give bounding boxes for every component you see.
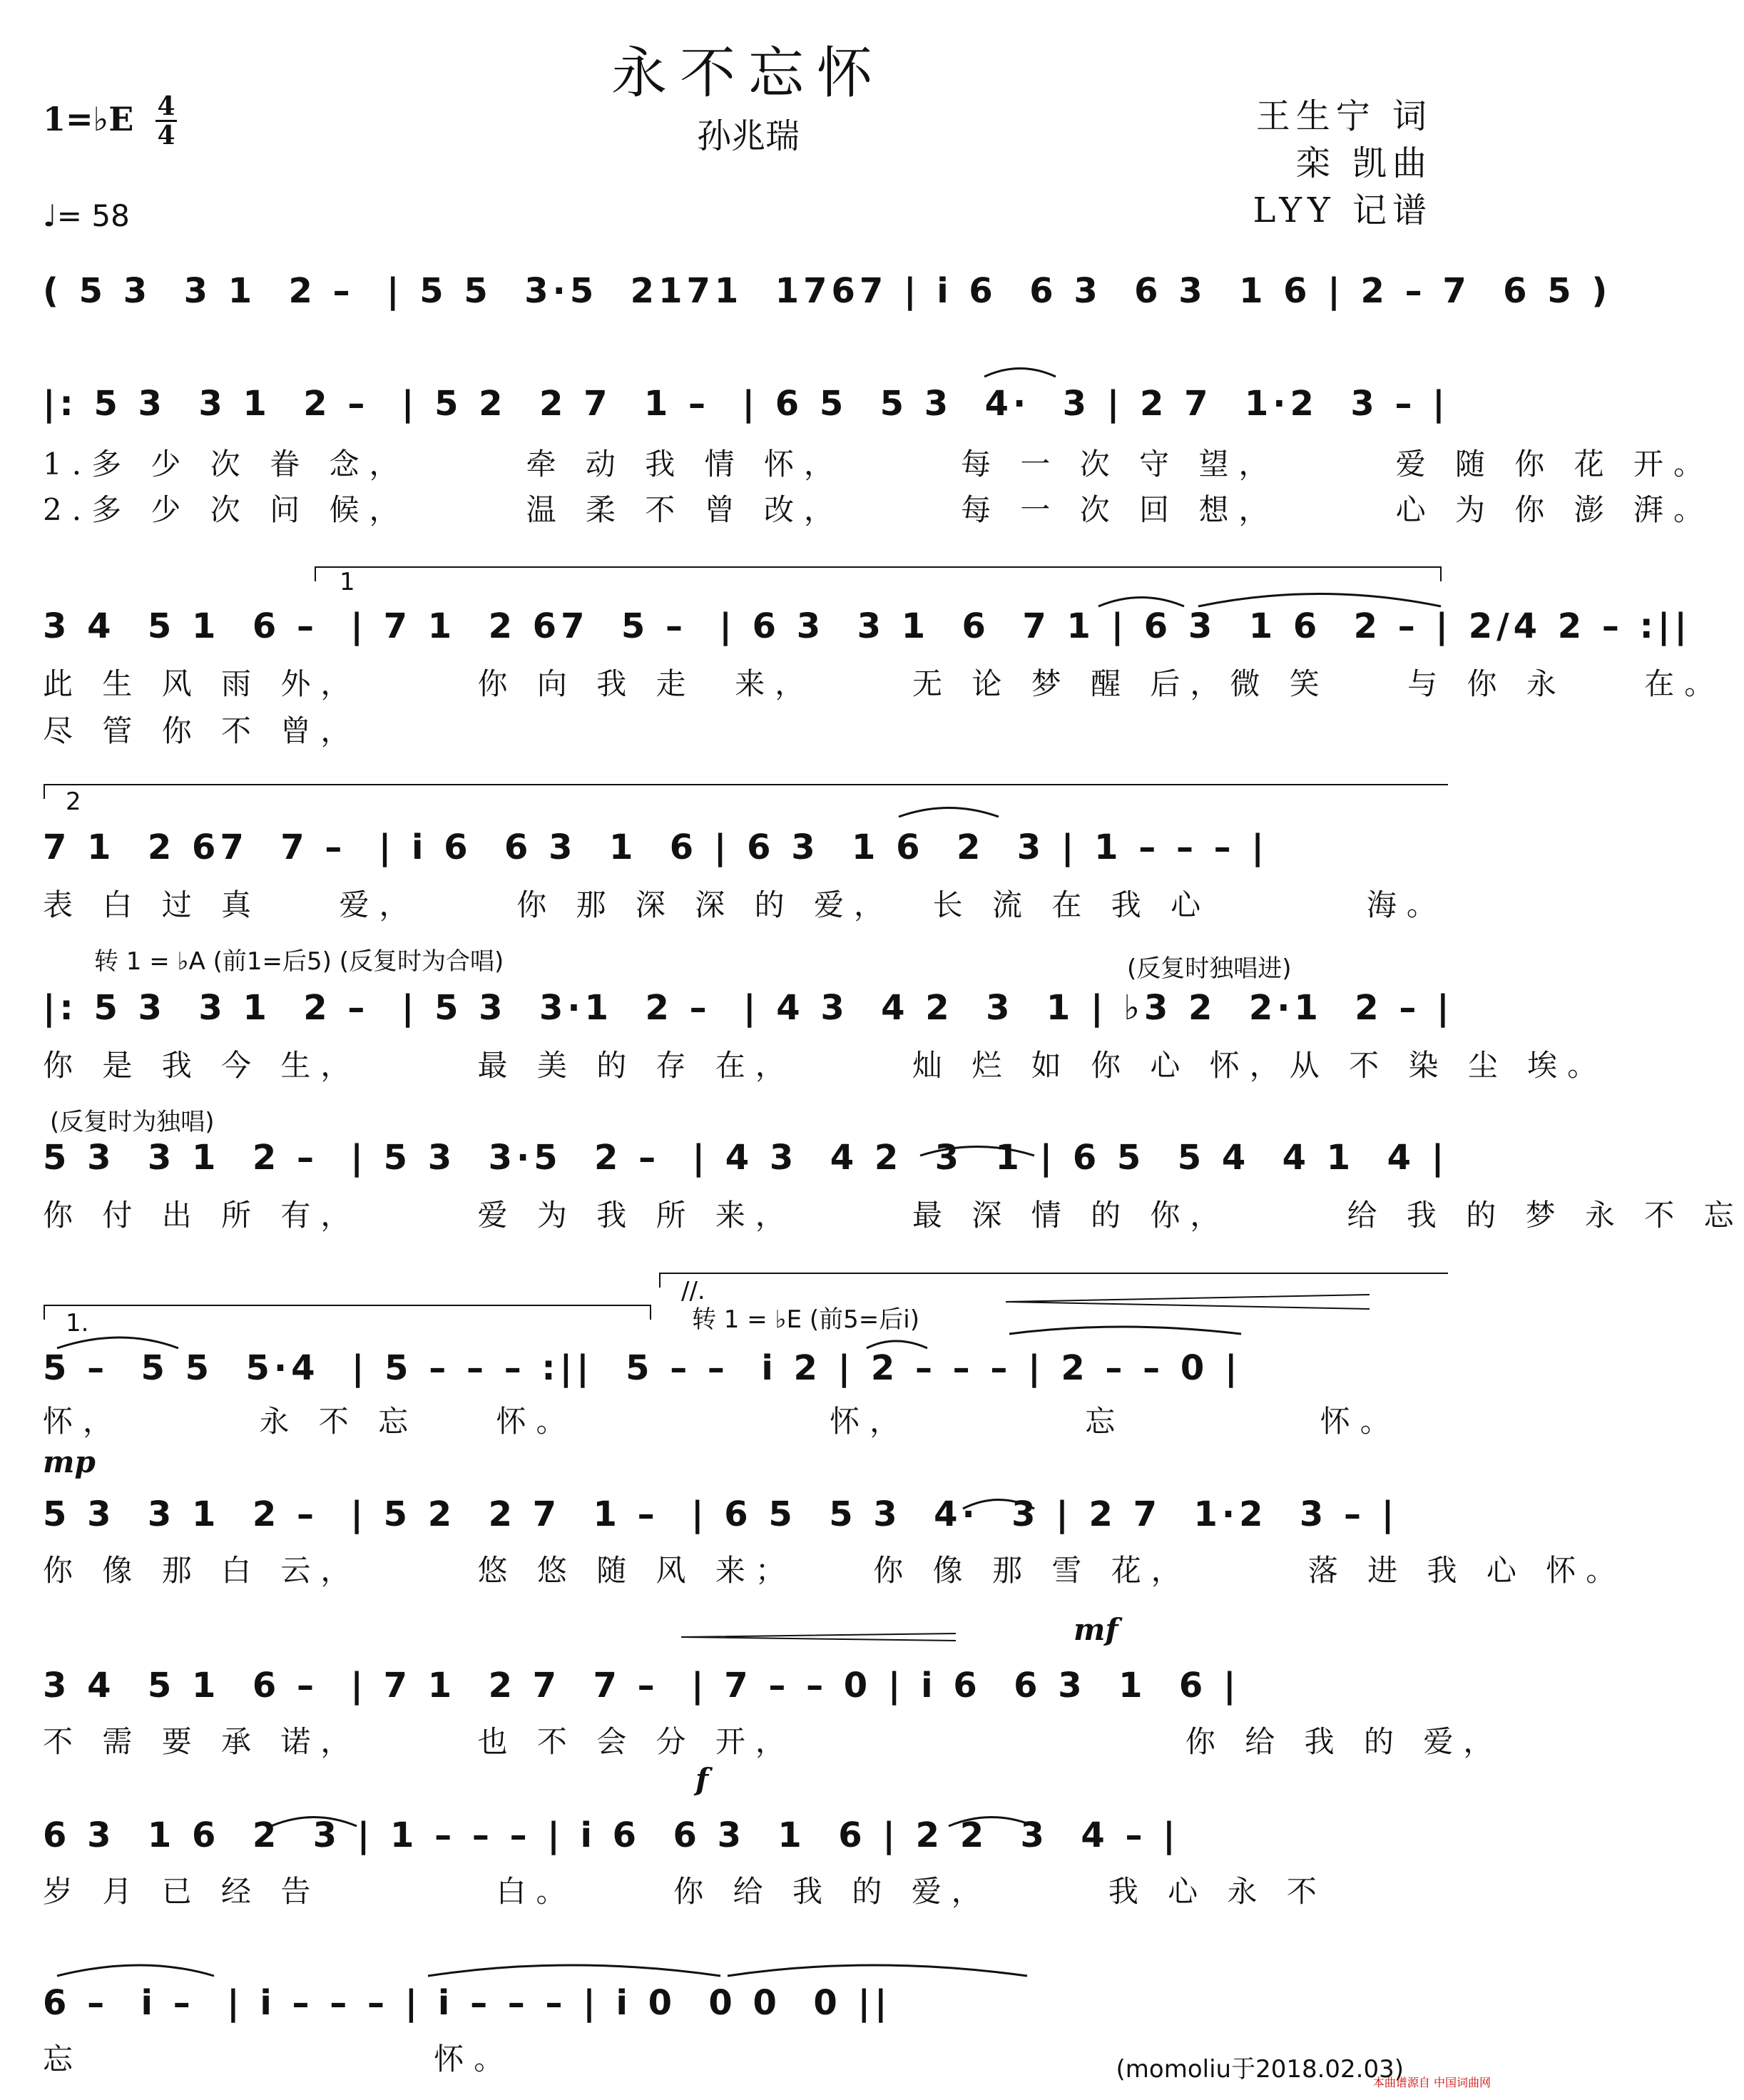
lyrics-line-10: 岁 月 已 经 告 白。 你 给 我 的 爱， 我 心 永 不 [43, 1874, 1327, 1909]
key-signature: 1=♭E [43, 100, 134, 138]
source-watermark: 本曲谱源自 中国词曲网 [1372, 2076, 1491, 2089]
lyrics-line-11: 忘 怀。 [43, 2042, 514, 2076]
dynamic-mf: mf [1074, 1612, 1118, 1647]
notes-line-10: 6 3 1 6 2 3 | 1 – – – | i 6 6 3 1 6 | 2 2 3 4 – | [43, 1815, 1180, 1855]
dynamic-mp: mp [43, 1444, 96, 1479]
lyrics-line-3a: 此 生 风 雨 外， 你 向 我 走 来， 无 论 梦 醒 后，微 笑 与 你 永 在。 [43, 666, 1725, 701]
lyrics-line-3b: 尽 管 你 不 曾， [43, 713, 361, 748]
solo-in-note: (反复时独唱进) [1127, 954, 1292, 983]
lyrics-line-7: 怀， 永 不 忘 怀。 怀， 忘 怀。 [43, 1404, 1400, 1439]
notes-line-9: 3 4 5 1 6 – | 7 1 2 7 7 – | 7 – – 0 | i 6 6 3 1 6 | [43, 1666, 1240, 1706]
time-signature-bottom: 4 [157, 121, 175, 151]
singer-name: 孙兆瑞 [696, 116, 800, 156]
volta-4: //. [681, 1277, 705, 1305]
time-signature-top: 4 [157, 91, 175, 121]
notes-line-6: 5 3 3 1 2 – | 5 3 3·5 2 – | 4 3 4 2 3 1 | 6 5 5 4 4 1 4 | [43, 1138, 1449, 1178]
composer: 栾 凯曲 [1295, 143, 1432, 183]
notes-line-7: 5 – 5 5 5·4 | 5 – – – :|| 5 – – i 2 | 2 – – – | 2 – – 0 | [43, 1348, 1242, 1388]
notes-line-8: 5 3 3 1 2 – | 5 2 2 7 1 – | 6 5 5 3 4· 3 | 2 7 1·2 3 – | [43, 1494, 1399, 1534]
dynamic-f: f [695, 1762, 709, 1797]
notes-line-5: |: 5 3 3 1 2 – | 5 3 3·1 2 – | 4 3 4 2 3 1 | ♭3 2 2·1 2 – | [43, 988, 1454, 1028]
notes-line-11: 6 – i – | i – – – | i – – – | i 0 0 0 0 || [43, 1983, 892, 2023]
modulation-2: 转 1 = ♭E (前5=后i) [692, 1305, 919, 1334]
notes-line-2: |: 5 3 3 1 2 – | 5 2 2 7 1 – | 6 5 5 3 4· 3 | 2 7 1·2 3 – | [43, 384, 1449, 424]
lyrics-line-8: 你 像 那 白 云， 悠 悠 随 风 来； 你 像 那 雪 花， 落 进 我 心 怀。 [43, 1553, 1626, 1588]
notes-line-3: 3 4 5 1 6 – | 7 1 2 67 5 – | 6 3 3 1 6 7 1 | 6 3 1 6 2 – | 2/4 2 – :|| [43, 606, 1691, 646]
lyrics-line-6: 你 付 出 所 有， 爱 为 我 所 来， 最 深 情 的 你， 给 我 的 梦 永 不 忘 [43, 1198, 1744, 1233]
notes-line-4: 7 1 2 67 7 – | i 6 6 3 1 6 | 6 3 1 6 2 3 | 1 – – – | [43, 827, 1268, 867]
volta-3: 1. [66, 1309, 89, 1337]
volta-1: 1 [340, 568, 355, 596]
lyricist: 王生宁 词 [1255, 96, 1432, 136]
lyrics-line-2b: 2.多 少 次 问 候， 温 柔 不 曾 改， 每 一 次 回 想， 心 为 你 澎 湃。 [43, 492, 1713, 527]
song-title: 永不忘怀 [611, 41, 885, 106]
transcriber: LYY 记谱 [1253, 190, 1432, 230]
lyrics-line-2a: 1.多 少 次 眷 念， 牵 动 我 情 怀， 每 一 次 守 望， 爱 随 你 花 开。 [43, 447, 1713, 481]
lyrics-line-5: 你 是 我 今 生， 最 美 的 存 在， 灿 烂 如 你 心 怀，从 不 染 尘 埃。 [43, 1048, 1608, 1083]
lyrics-line-9: 不 需 要 承 诺， 也 不 会 分 开， 你 给 我 的 爱， [43, 1724, 1504, 1759]
tempo-marking: ♩= 58 [43, 198, 130, 233]
transcription-credit: (momoliu于2018.02.03) [1116, 2055, 1404, 2084]
solo-note: (反复时为独唱) [50, 1108, 215, 1136]
lyrics-line-4: 表 白 过 真 爱， 你 那 深 深 的 爱， 长 流 在 我 心 海。 [43, 887, 1447, 922]
modulation-1: 转 1 = ♭A (前1=后5) (反复时为合唱) [94, 947, 504, 976]
notes-line-1: ( 5 3 3 1 2 – | 5 5 3·5 2171 1767 | i 6 6 3 6 3 1 6 | 2 – 7 6 5 ) [43, 271, 1612, 311]
volta-2: 2 [66, 788, 81, 816]
